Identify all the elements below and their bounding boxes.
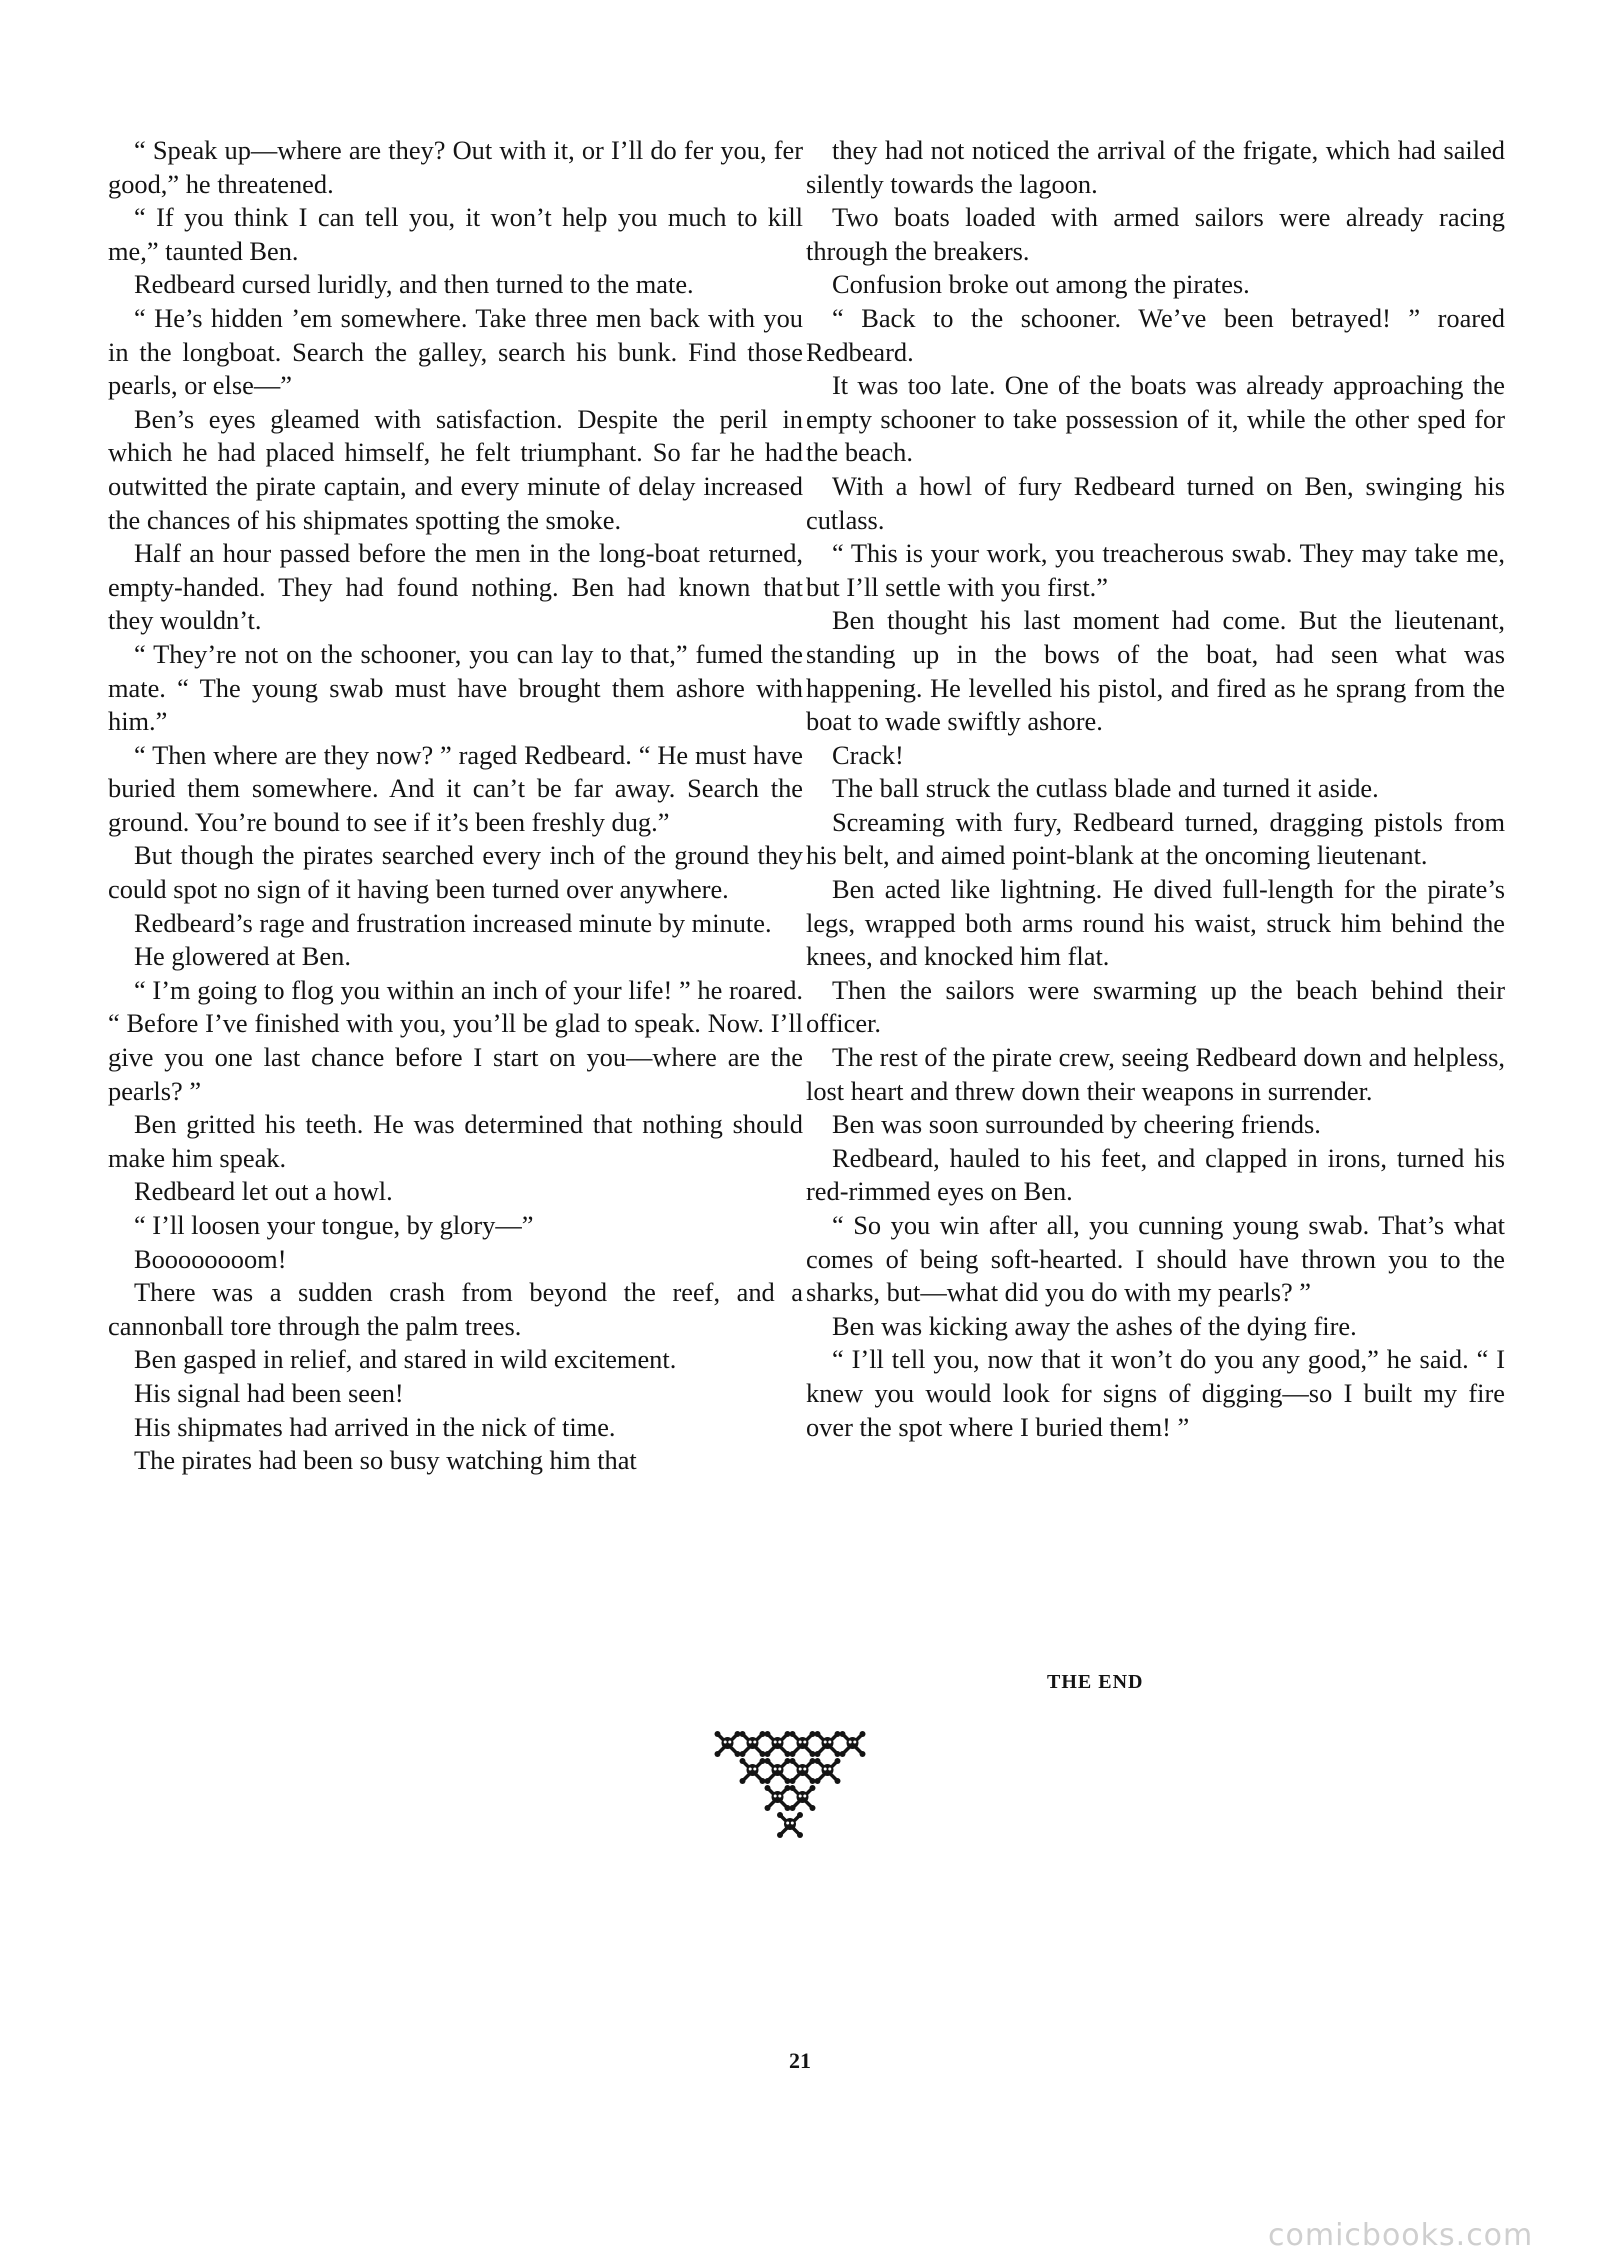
paragraph: It was too late. One of the boats was already approaching the empty schooner to take possession of it, while the other sped for the beach. xyxy=(806,370,1505,468)
paragraph: “ This is your work, you treacherous swab. They may take me, but I’ll settle with you first.” xyxy=(806,538,1505,602)
paragraph: “ I’m going to flog you within an inch of your life! ” he roared. “ Before I’ve finished with you, you’ll be glad to speak. Now. I’ll give you one last chance before I start on you—where are the pearls? ” xyxy=(108,974,803,1106)
paragraph: Ben gasped in relief, and stared in wild excitement. xyxy=(134,1344,677,1375)
paragraph: Ben was soon surrounded by cheering friends. xyxy=(832,1109,1321,1140)
paragraph: With a howl of fury Redbeard turned on Ben, swinging his cutlass. xyxy=(806,470,1505,535)
the-end-label: THE END xyxy=(1047,1671,1144,1693)
crossbones-glyph xyxy=(715,1731,741,1757)
paragraph: The ball struck the cutlass blade and turned it aside. xyxy=(832,773,1379,804)
crossbones-glyph xyxy=(815,1731,841,1757)
paragraph: Ben’s eyes gleamed with satisfaction. Despite the peril in which he had placed himself, he felt triumphant. So far he had outwitted the pirate captain, and every minute of delay increased the chances of his shipmates spotting the smoke. xyxy=(108,403,803,535)
paragraph: There was a sudden crash from beyond the reef, and a cannonball tore through the palm trees. xyxy=(108,1277,803,1341)
paragraph: “ Then where are they now? ” raged Redbeard. “ He must have buried them somewhere. And it can’t be far away. Search the ground. You’re bound to see if it’s been freshly dug.” xyxy=(108,739,803,837)
paragraph: His signal had been seen! xyxy=(134,1377,404,1408)
crossbones-pyramid-icon xyxy=(690,1730,890,1880)
paragraph: “ I’ll tell you, now that it won’t do you any good,” he said. “ I knew you would look for signs of digging—so I built my fire over the spot where I buried them! ” xyxy=(806,1344,1505,1442)
crossbones-glyph xyxy=(777,1812,803,1838)
paragraph: “ He’s hidden ’em somewhere. Take three men back with you in the longboat. Search the galley, search his bunk. Find those pearls, or else—” xyxy=(108,302,803,401)
page-number: 21 xyxy=(789,2048,811,2073)
paragraph: Two boats loaded with armed sailors were already racing through the breakers. xyxy=(806,202,1505,266)
paragraph: Screaming with fury, Redbeard turned, dragging pistols from his belt, and aimed point-blank at the oncoming lieutenant. xyxy=(806,806,1505,871)
paragraph: Redbeard cursed luridly, and then turned to the mate. xyxy=(134,269,694,300)
paragraph: The pirates had been so busy watching him that xyxy=(134,1445,637,1476)
paragraph: Confusion broke out among the pirates. xyxy=(832,269,1250,300)
paragraph: Then the sailors were swarming up the beach behind their officer. xyxy=(806,974,1505,1039)
paragraph: His shipmates had arrived in the nick of time. xyxy=(134,1411,616,1442)
paragraph: Redbeard let out a howl. xyxy=(134,1176,393,1207)
crossbones-glyph xyxy=(790,1758,816,1784)
paragraph: He glowered at Ben. xyxy=(134,941,351,972)
paragraph: Crack! xyxy=(832,739,904,770)
paragraph: Ben thought his last moment had come. But the lieutenant, standing up in the bows of the boat, had seen what was happening. He levelled his pistol, and fired as he sprang from the boat to wade swiftly ashore. xyxy=(806,605,1505,737)
paragraph: “ Speak up—where are they? Out with it, or I’ll do fer you, fer good,” he threatened. xyxy=(108,135,803,199)
crossbones-glyph xyxy=(840,1731,866,1757)
left-text-column xyxy=(108,134,803,1478)
crossbones-glyph xyxy=(815,1758,841,1784)
crossbones-glyph xyxy=(765,1785,791,1811)
paragraph: “ I’ll loosen your tongue, by glory—” xyxy=(134,1210,534,1240)
paragraph: they had not noticed the arrival of the frigate, which had sailed silently towards the lagoon. xyxy=(806,135,1505,199)
paragraph: “ They’re not on the schooner, you can lay to that,” fumed the mate. “ The young swab must have brought them ashore with him.” xyxy=(108,638,803,737)
paragraph: But though the pirates searched every inch of the ground they could spot no sign of it having been turned over anywhere. xyxy=(108,840,803,905)
paragraph: “ Back to the schooner. We’ve been betrayed! ” roared Redbeard. xyxy=(806,302,1505,367)
paragraph: Redbeard, hauled to his feet, and clapped in irons, turned his red-rimmed eyes on Ben. xyxy=(806,1142,1505,1207)
paragraph: “ If you think I can tell you, it won’t help you much to kill me,” taunted Ben. xyxy=(108,202,803,266)
paragraph: Ben gritted his teeth. He was determined that nothing should make him speak. xyxy=(108,1109,803,1173)
crossbones-glyph xyxy=(740,1758,766,1784)
right-text-column xyxy=(806,134,1505,1444)
crossbones-glyph xyxy=(765,1731,791,1757)
paragraph: Half an hour passed before the men in the long-boat returned, empty-handed. They had found nothing. Ben had known that they wouldn’t. xyxy=(108,538,803,636)
crossbones-glyph xyxy=(740,1731,766,1757)
crossbones-glyph xyxy=(790,1785,816,1811)
paragraph: Redbeard’s rage and frustration increased minute by minute. xyxy=(134,907,772,938)
paragraph: The rest of the pirate crew, seeing Redbeard down and helpless, lost heart and threw down their weapons in surrender. xyxy=(806,1042,1505,1106)
paragraph: Boooooooom! xyxy=(134,1243,287,1274)
watermark: comicbooks.com xyxy=(1268,2218,1534,2253)
crossbones-glyph xyxy=(765,1758,791,1784)
paragraph: “ So you win after all, you cunning young swab. That’s what comes of being soft-hearted. I should have thrown you to the sharks, but—what did you do with my pearls? ” xyxy=(806,1210,1505,1308)
crossbones-glyph xyxy=(790,1731,816,1757)
paragraph: Ben was kicking away the ashes of the dying fire. xyxy=(832,1310,1357,1341)
paragraph: Ben acted like lightning. He dived full-length for the pirate’s legs, wrapped both arms round his waist, struck him behind the knees, and knocked him flat. xyxy=(806,874,1505,972)
